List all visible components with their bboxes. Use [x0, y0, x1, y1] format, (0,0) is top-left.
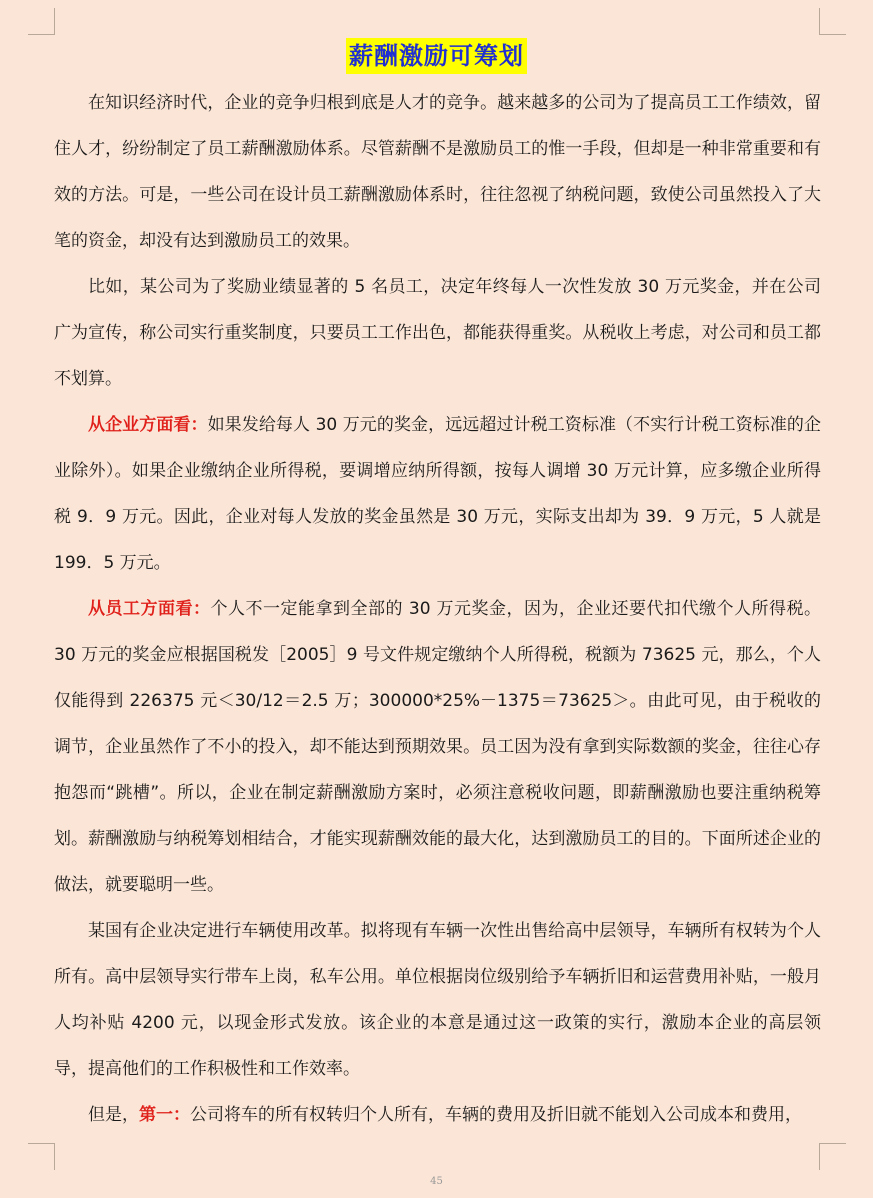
document-body — [54, 80, 821, 1138]
paragraph-text: 公司将车的所有权转归个人所有，车辆的费用及折旧就不能划入公司成本和费用， — [190, 1105, 802, 1125]
paragraph-text: 某国有企业决定进行车辆使用改革。拟将现有车辆一次性出售给高中层领导，车辆所有权转为个人所有。高中层领导实行带车上岗，私车公用。单位根据岗位级别给予车辆折旧和运营费用补贴，一般月人均补贴 4200 元，以现金形式发放。该企业的本意是通过这一政策的实行，激励本企业的高层领导，提高他们的工作积极性和工作效率。 — [54, 921, 821, 1079]
paragraph-example — [54, 264, 821, 402]
paragraph-enterprise-view — [54, 402, 821, 586]
page-title: 薪酬激励可筹划 — [346, 38, 527, 74]
page-number: 45 — [430, 1176, 443, 1187]
paragraph-vehicle-reform — [54, 908, 821, 1092]
corner-mark-bottom-right — [819, 1143, 846, 1170]
corner-mark-top-right — [819, 8, 846, 35]
corner-mark-bottom-left — [28, 1143, 55, 1170]
paragraph-text: 个人不一定能拿到全部的 30 万元奖金，因为，企业还要代扣代缴个人所得税。30 万元的奖金应根据国税发［2005］9 号文件规定缴纳个人所得税，税额为 73625 元，那么，个人仅能得到 226375 元＜30/12＝2.5 万；300000*25%－1375＝73625＞。由此可见，由于税收的调节，企业虽然作了不小的投入，却不能达到预期效果。员工因为没有拿到实际数额的奖金，往往心存抱怨而“跳槽”。所以，企业在制定薪酬激励方案时，必须注意税收问题，即薪酬激励也要注重纳税筹划。薪酬激励与纳税筹划相结合，才能实现薪酬效能的最大化，达到激励员工的目的。下面所述企业的做法，就要聪明一些。 — [54, 599, 821, 895]
highlight-label: 第一： — [139, 1105, 190, 1125]
paragraph-text: 在知识经济时代，企业的竞争归根到底是人才的竞争。越来越多的公司为了提高员工工作绩效，留住人才，纷纷制定了员工薪酬激励体系。尽管薪酬不是激励员工的惟一手段，但却是一种非常重要和有效的方法。可是，一些公司在设计员工薪酬激励体系时，往往忽视了纳税问题，致使公司虽然投入了大笔的资金，却没有达到激励员工的效果。 — [54, 93, 821, 251]
paragraph-text: 如果发给每人 30 万元的奖金，远远超过计税工资标准（不实行计税工资标准的企业除外）。如果企业缴纳企业所得税，要调增应纳所得额，按每人调增 30 万元计算，应多缴企业所得税 9．9 万元。因此，企业对每人发放的奖金虽然是 30 万元，实际支出却为 39．9 万元，5 人就是 199．5 万元。 — [54, 415, 821, 573]
paragraph-prefix: 但是， — [88, 1105, 139, 1125]
paragraph-first-point — [54, 1092, 821, 1138]
paragraph-text: 比如，某公司为了奖励业绩显著的 5 名员工，决定年终每人一次性发放 30 万元奖金，并在公司广为宣传，称公司实行重奖制度，只要员工工作出色，都能获得重奖。从税收上考虑，对公司和员工都不划算。 — [54, 277, 821, 389]
highlight-label: 从员工方面看： — [88, 599, 211, 619]
title-container — [0, 38, 873, 74]
paragraph-employee-view — [54, 586, 821, 908]
paragraph-intro — [54, 80, 821, 264]
corner-mark-top-left — [28, 8, 55, 35]
highlight-label: 从企业方面看： — [88, 415, 208, 435]
